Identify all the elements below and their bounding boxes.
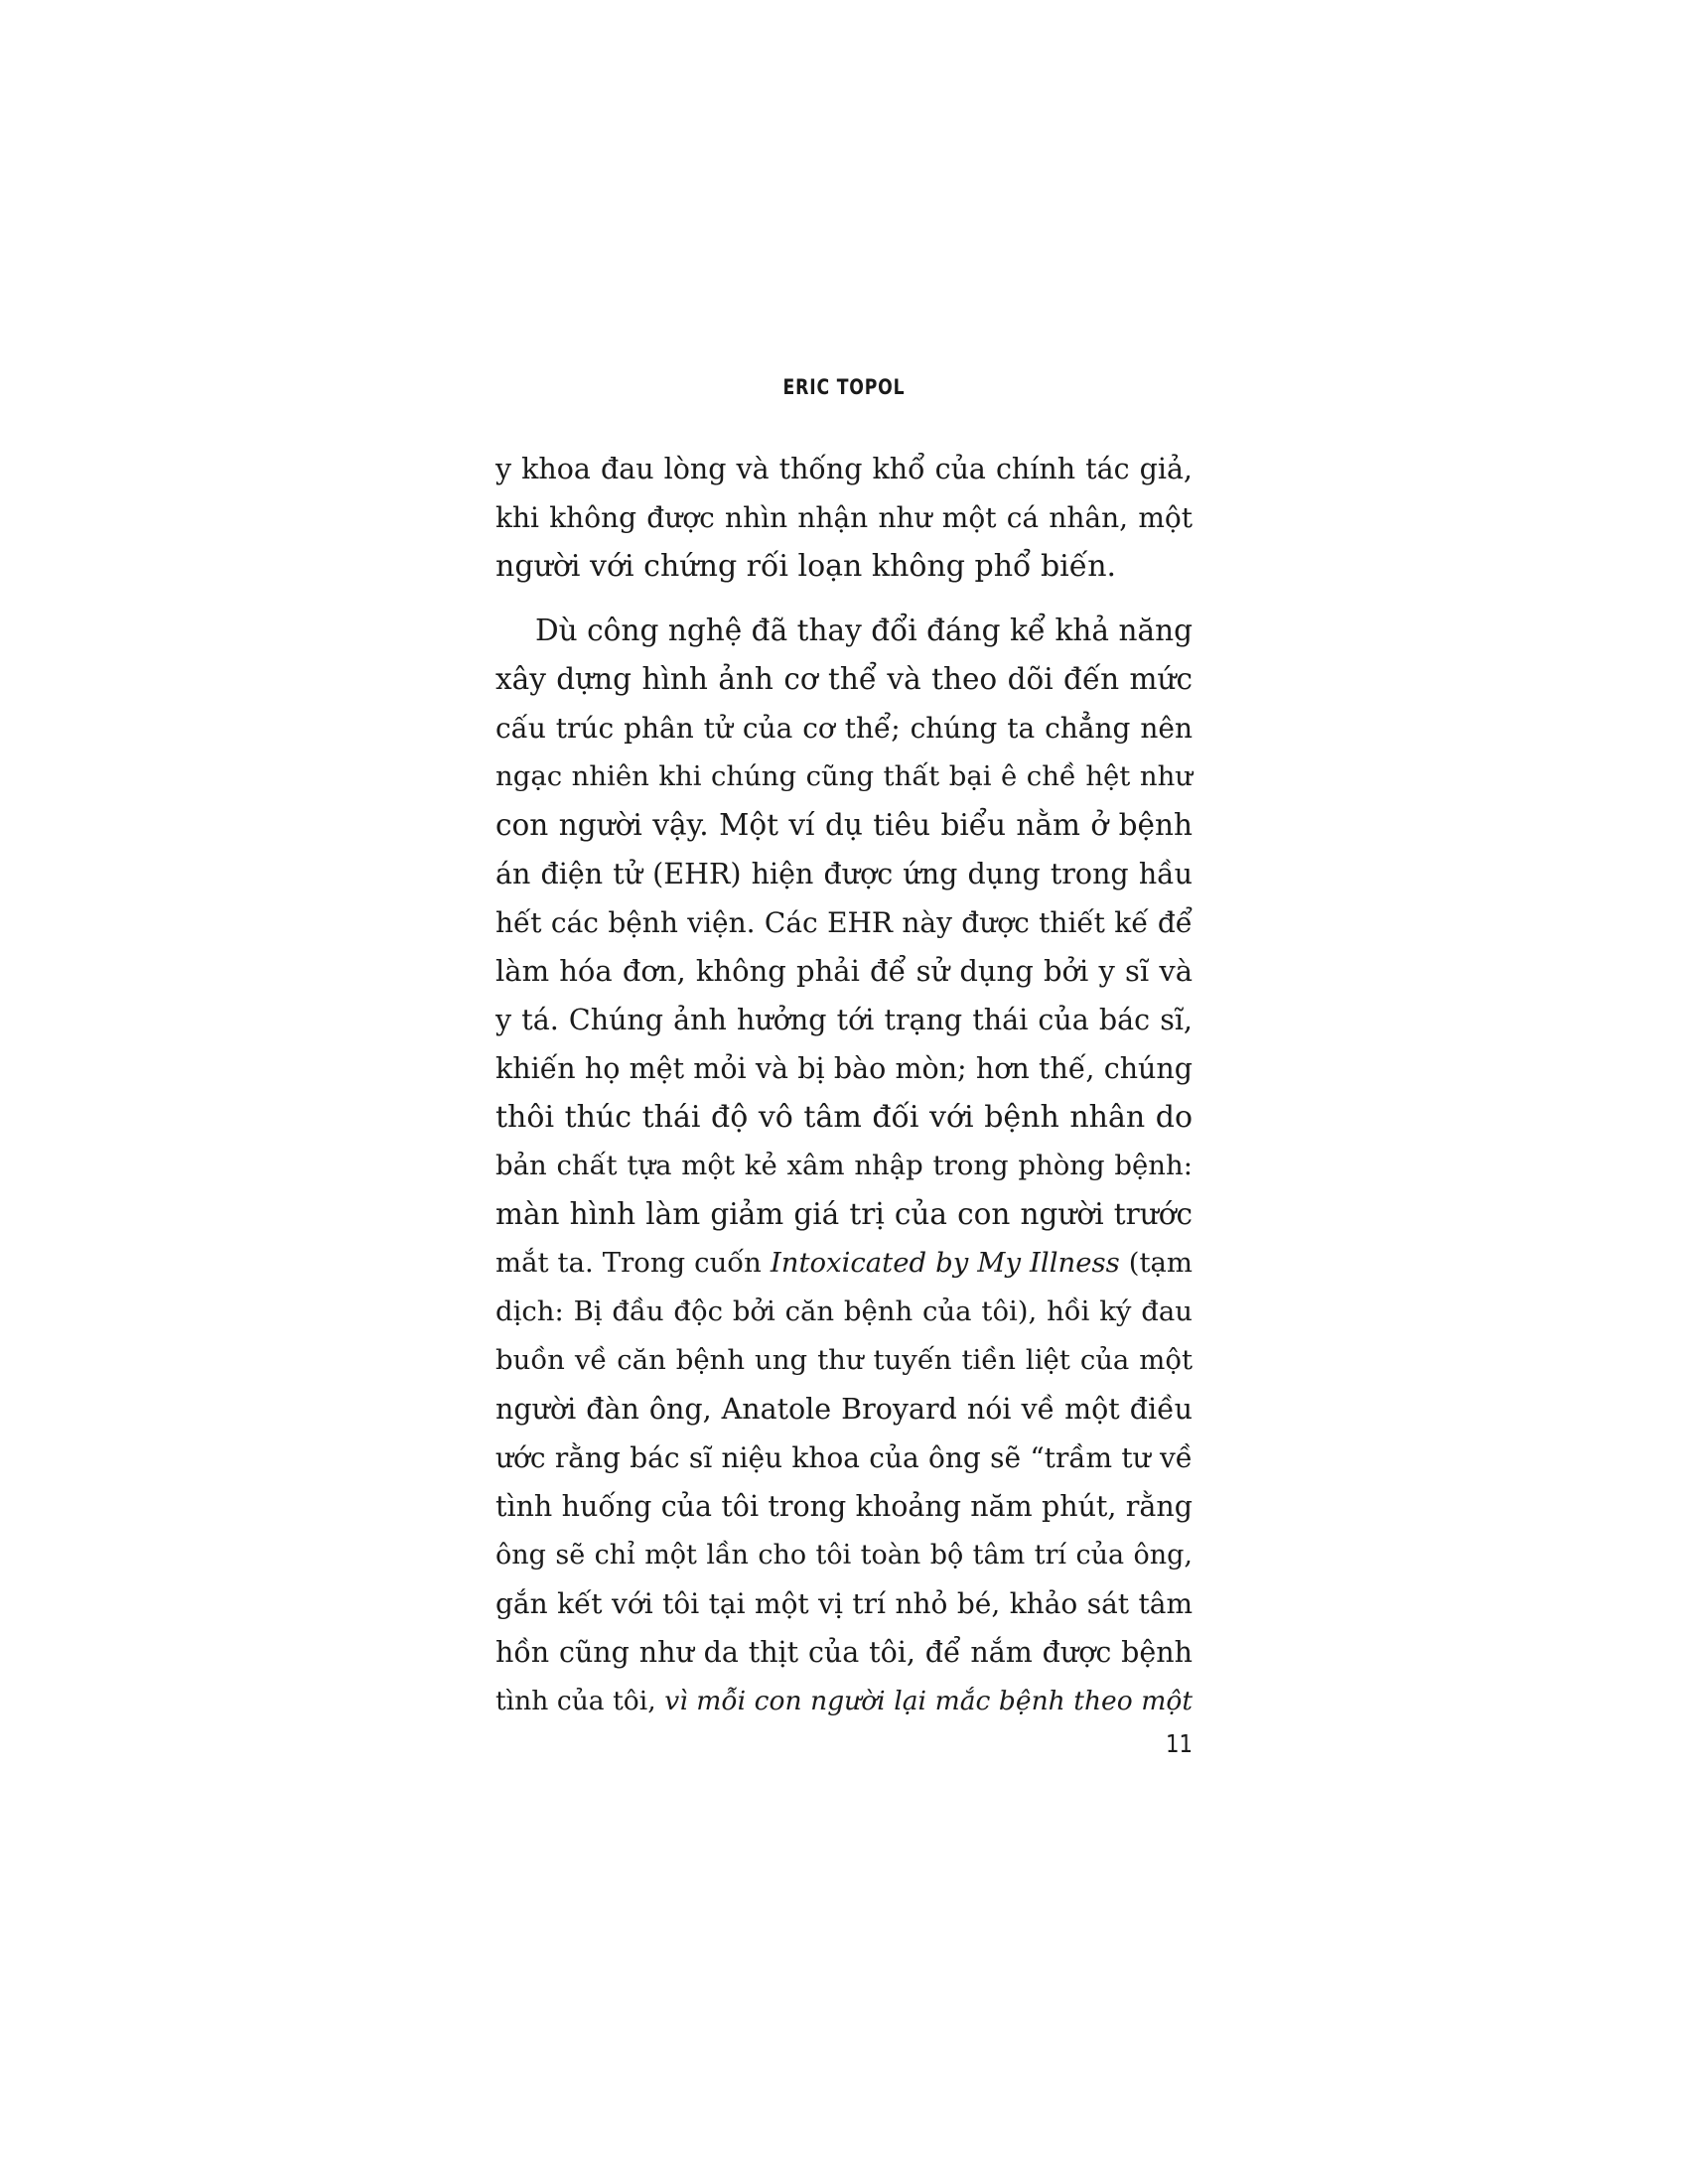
text-line: hồn cũng như da thịt của tôi, để nắm được bệnh: [495, 1636, 1193, 1669]
text-line: hết các bệnh viện. Các EHR này được thiết kế để: [495, 906, 1193, 939]
running-head-author: ERIC TOPOL: [782, 375, 906, 399]
text-line: làm hóa đơn, không phải để sử dụng bởi y sĩ và: [495, 954, 1193, 988]
paragraph-gap: [495, 591, 1193, 607]
paragraph-1: [495, 445, 1193, 591]
text-line: án điện tử (EHR) hiện được ứng dụng trong hầu: [495, 858, 1193, 890]
text-run: mắt ta. Trong cuốn: [495, 1247, 771, 1279]
text-line: y khoa đau lòng và thống khổ của chính tác giả,: [495, 453, 1193, 485]
text-line: cấu trúc phân tử của cơ thể; chúng ta chẳng nên: [495, 712, 1193, 745]
text-line: tình huống của tôi trong khoảng năm phút, rằng: [495, 1490, 1193, 1523]
text-line: [495, 1239, 1193, 1288]
text-line: buồn về căn bệnh ung thư tuyến tiền liệt của một: [495, 1344, 1193, 1376]
text-run: (tạm: [1119, 1247, 1193, 1279]
text-line: người đàn ông, Anatole Broyard nói về một điều: [495, 1393, 1193, 1426]
text-line: khi không được nhìn nhận như một cá nhân, một: [495, 501, 1193, 534]
book-title-italic: Intoxicated by My Illness: [770, 1247, 1120, 1279]
text-line: khiến họ mệt mỏi và bị bào mòn; hơn thế, chúng: [495, 1052, 1193, 1085]
text-line: dịch: Bị đầu độc bởi căn bệnh của tôi), hồi ký đau: [495, 1296, 1193, 1327]
text-line: Dù công nghệ đã thay đổi đáng kể khả năng: [535, 614, 1193, 647]
text-line: xây dựng hình ảnh cơ thể và theo dõi đến mức: [495, 662, 1193, 696]
text-line: ngạc nhiên khi chúng cũng thất bại ê chề hệt như: [495, 760, 1193, 792]
text-line: màn hình làm giảm giá trị của con người trước: [495, 1197, 1193, 1231]
body-text: [495, 445, 1193, 1725]
text-line: người với chứng rối loạn không phổ biến.: [495, 549, 1117, 584]
italic-quote-run: vì mỗi con người lại mắc bệnh theo một: [664, 1686, 1193, 1716]
text-line: ông sẽ chỉ một lần cho tôi toàn bộ tâm trí của ông,: [495, 1540, 1193, 1570]
text-line: gắn kết với tôi tại một vị trí nhỏ bé, khảo sát tâm: [495, 1587, 1193, 1620]
text-line: con người vậy. Một ví dụ tiêu biểu nằm ở bệnh: [495, 808, 1193, 842]
text-line: ước rằng bác sĩ niệu khoa của ông sẽ “trầm tư về: [495, 1441, 1193, 1474]
paragraph-2: [495, 607, 1193, 1725]
text-line: thôi thúc thái độ vô tâm đối với bệnh nhân do: [495, 1100, 1193, 1135]
text-run: tình của tôi,: [495, 1686, 665, 1716]
text-line: bản chất tựa một kẻ xâm nhập trong phòng bệnh:: [495, 1150, 1193, 1181]
page-number: 11: [1165, 1729, 1193, 1758]
text-line: y tá. Chúng ảnh hưởng tới trạng thái của bác sĩ,: [495, 1004, 1193, 1036]
text-line: [495, 1677, 1193, 1725]
